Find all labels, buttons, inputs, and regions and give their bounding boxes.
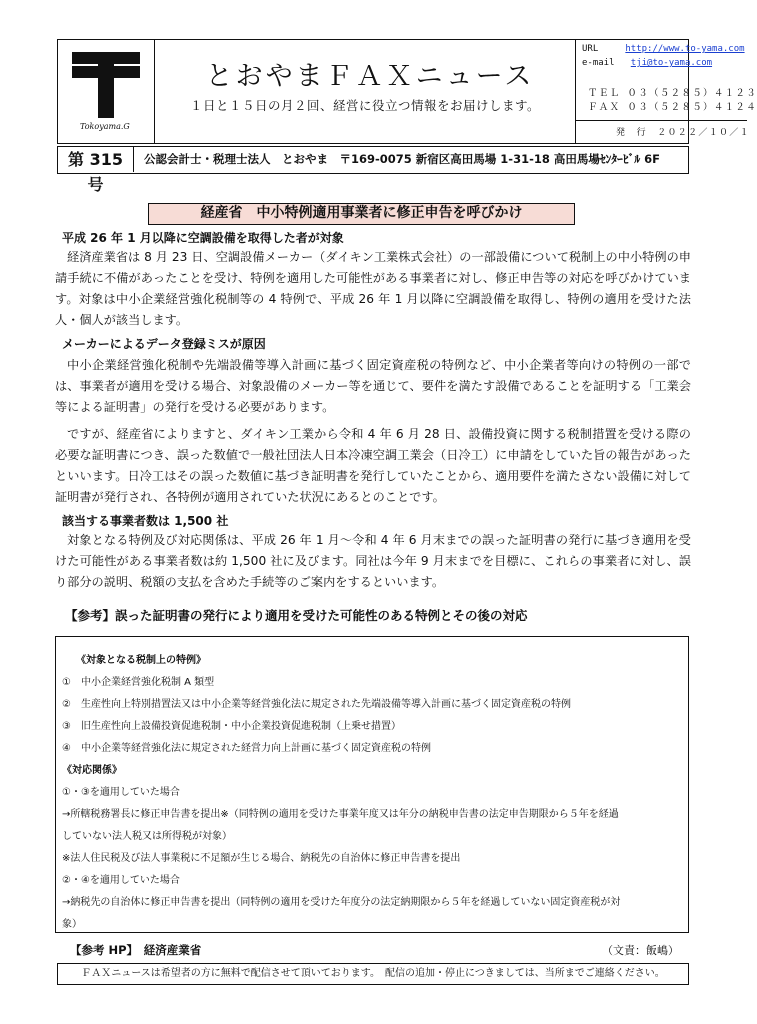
subheading-cause: メーカーによるデータ登録ミスが原因 [62, 337, 266, 351]
distribution-notice: ＦＡＸニュースは希望者の方に無料で配信させて頂いております。 配信の追加・停止につきましては、当所までご連絡ください。 [57, 963, 689, 985]
title-cell [155, 40, 575, 143]
reference-section-response: 《対応関係》 [62, 765, 122, 776]
paragraph-certificate: 中小企業経営強化税制や先端設備等導入計画に基づく固定資産税の特例など、中小企業者等向けの特例の一部では、事業者が適用を受ける場合、対象設備のメーカー等を通じて、要件を満たす設備であることを証明する「工業会等による証明書」の発行を受ける必要があります。 [55, 358, 691, 414]
issue-date: 発 行 ２０２２／１０／１ [616, 128, 750, 138]
case-2-action-cont: 象） [62, 919, 82, 930]
case-1-label: ①・③を適用していた場合 [62, 787, 180, 798]
firm-address: 公認会計士・税理士法人 とおやま 〒169-0075 新宿区高田馬場 1-31-18 高田馬場ｾﾝﾀｰﾋﾞﾙ 6F [144, 152, 660, 166]
special-item: ② 生産性向上特別措置法又は中小企業等経営強化法に規定された先端設備等導入計画に基づく固定資産税の特例 [62, 699, 571, 710]
paragraph-error: ですが、経産省によりますと、ダイキン工業から令和 4 年 6 月 28 日、設備投資に関する税制措置を受ける際の必要な証明書につき、誤った数値で一般社団法人日本冷凍空調工業会（日冷工）に申請をしていた旨の報告があったといいます。日冷工はその誤った数値に基づき証明書を発行していたことから、適用要件を満たさない設備に対して証明書が発行され、各特例が適用されていた状況にあるとのことです。 [55, 427, 691, 504]
company-logo [72, 52, 140, 118]
case-2-label: ②・④を適用していた場合 [62, 875, 180, 886]
website-link[interactable]: http://www.to-yama.com [625, 44, 745, 54]
case-1-note: ※法人住民税及び法人事業税に不足額が生じる場合、納税先の自治体に修正申告書を提出 [62, 853, 461, 864]
paragraph-count: 対象となる特例及び対応関係は、平成 26 年 1 月～令和 4 年 6 月末までの誤った証明書の発行に基づき適用を受けた可能性がある事業者数は約 1,500 社に及びます。同社は今年 9 月末までを目標に、これらの事業者に対し、誤り部分の説明、税額の支払を含めた手続等のご案内をするといいます。 [55, 533, 691, 589]
newsletter-subtitle: １日と１５日の月２回、経営に役立つ情報をお届けします。 [189, 98, 540, 113]
case-1-action-cont: していない法人税又は所得税が対象） [62, 831, 232, 842]
article-headline: 経産省 中小特例適用事業者に修正申告を呼びかけ [148, 203, 575, 225]
subheading-target: 平成 26 年 1 月以降に空調設備を取得した者が対象 [62, 231, 344, 245]
reference-hp: 【参考 HP】 経済産業省 [70, 943, 202, 957]
logo-signature: Tokoyama.G [80, 122, 130, 131]
url-label: URL [582, 44, 599, 54]
issue-bar [57, 146, 689, 194]
subheading-count: 該当する事業者数は 1,500 社 [62, 514, 229, 528]
logo-cell [58, 40, 155, 143]
reference-box [55, 636, 689, 933]
email-row [582, 58, 712, 68]
contact-divider [576, 120, 747, 121]
special-item: ④ 中小企業等経営強化法に規定された経営力向上計画に基づく固定資産税の特例 [62, 743, 431, 754]
paragraph-intro: 経済産業省は 8 月 23 日、空調設備メーカー（ダイキン工業株式会社）の一部設備について税制上の中小特例の申請手続に不備があったことを受け、特例を適用した可能性がある事業者に対し、修正申告等の対応を呼びかけています。対象は中小企業経営強化税制等の 4 特例で、平成 26 年 1 月以降に空調設備を取得し、特例の適用を受けた法人・個人が該当します。 [55, 250, 691, 327]
case-2-action: →納税先の自治体に修正申告書を提出（同特例の適用を受けた年度分の法定納期限から５年を経過していない固定資産税が対 [62, 897, 621, 908]
special-item: ③ 旧生産性向上設備投資促進税制・中小企業投資促進税制（上乗せ措置） [62, 721, 401, 732]
tel-number: ＴＥＬ ０３（５２８５）４１２３ [588, 88, 757, 99]
special-item: ① 中小企業経営強化税制 A 類型 [62, 677, 215, 688]
newsletter-title: とおやまＦＡＸニュース [205, 61, 535, 92]
fax-number: ＦＡＸ ０３（５２８５）４１２４ [588, 102, 757, 113]
email-label: e-mail [582, 58, 615, 68]
contact-cell [575, 40, 757, 143]
email-link[interactable]: tji@to-yama.com [630, 58, 713, 68]
reference-section-specials: 《対象となる税制上の特例》 [76, 655, 206, 666]
author-credit: （文責：飯嶋） [602, 944, 679, 957]
newsletter-header [57, 39, 757, 144]
url-row [582, 44, 745, 54]
issue-number: 第 315 号 [58, 147, 134, 172]
reference-title: 【参考】誤った証明書の発行により適用を受けた可能性のある特例とその後の対応 [65, 608, 528, 623]
case-1-action: →所轄税務署長に修正申告書を提出※（同特例の適用を受けた事業年度又は年分の納税申告書の法定申告期限から５年を経過 [62, 809, 619, 820]
